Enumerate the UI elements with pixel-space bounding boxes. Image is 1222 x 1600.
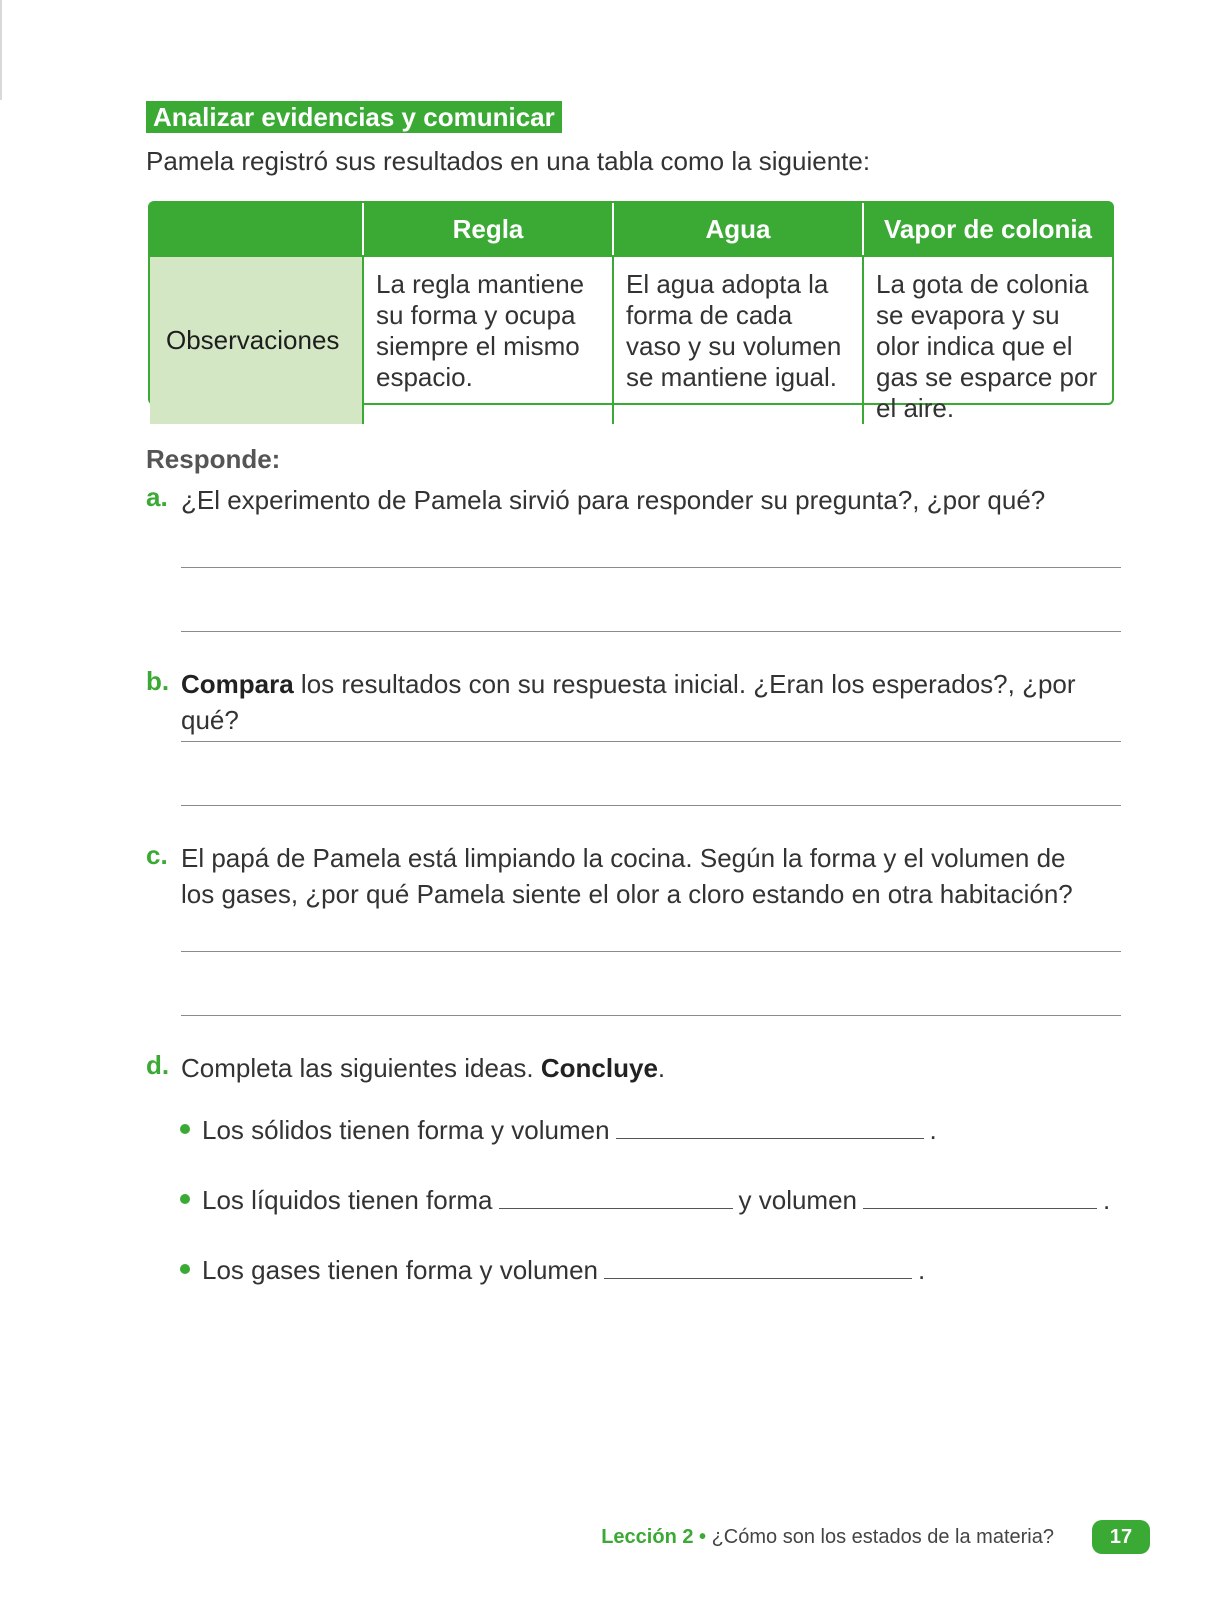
- bullet-gases-end: .: [918, 1255, 926, 1285]
- page-edge: [0, 0, 2, 100]
- bullet-solidos: [180, 1115, 937, 1146]
- fill-blank-liquidos-forma[interactable]: [499, 1186, 733, 1209]
- answer-line-b2[interactable]: [181, 805, 1121, 806]
- answer-line-c2[interactable]: [181, 1015, 1121, 1016]
- question-b-rest: los resultados con su respuesta inicial. ¿Eran los esperados?, ¿por qué?: [181, 669, 1076, 735]
- page-footer: [601, 1526, 1054, 1549]
- intro-text: Pamela registró sus resultados en una tabla como la siguiente:: [146, 146, 871, 176]
- fill-blank-solidos[interactable]: [616, 1116, 924, 1139]
- bullet-liquidos: [180, 1185, 1110, 1216]
- question-text-d: [181, 1050, 1101, 1086]
- question-a: [146, 482, 1046, 515]
- question-c: [146, 840, 1073, 909]
- question-d-tail: .: [657, 1053, 666, 1083]
- footer-separator: •: [693, 1526, 712, 1548]
- question-d-lead: Completa las siguientes ideas.: [181, 1053, 541, 1083]
- question-letter-c: c.: [146, 840, 168, 870]
- table-header-regla: Regla: [362, 203, 612, 255]
- table-header-vapor: Vapor de colonia: [862, 203, 1112, 255]
- table-header-empty: [150, 203, 362, 255]
- bullet-gases: [180, 1255, 925, 1286]
- responde-heading: Responde:: [146, 444, 281, 474]
- question-text-a: ¿El experimento de Pamela sirvió para responder su pregunta?, ¿por qué?: [181, 485, 1046, 515]
- cell-vapor: La gota de colonia se evapora y su olor indica que el gas se esparce por el aire.: [862, 255, 1112, 424]
- bullet-dot-icon: [180, 1194, 190, 1204]
- question-b: [146, 666, 1076, 735]
- bullet-solidos-text: Los sólidos tienen forma y volumen: [202, 1115, 610, 1145]
- bullet-liquidos-end: .: [1103, 1185, 1111, 1215]
- observations-table: [148, 201, 1114, 423]
- table-header-agua: Agua: [612, 203, 862, 255]
- page-number: 17: [1092, 1520, 1150, 1554]
- cell-agua: El agua adopta la forma de cada vaso y su volumen se mantiene igual.: [612, 255, 862, 424]
- answer-line-c1[interactable]: [181, 951, 1121, 952]
- question-letter-b: b.: [146, 666, 170, 696]
- bullet-gases-text: Los gases tienen forma y volumen: [202, 1255, 598, 1285]
- question-letter-a: a.: [146, 482, 168, 512]
- row-label-observaciones: Observaciones: [150, 255, 362, 424]
- footer-lesson: Lección 2: [601, 1526, 694, 1548]
- question-d-keyword: Concluye: [540, 1053, 658, 1083]
- bullet-dot-icon: [180, 1124, 190, 1134]
- fill-blank-liquidos-volumen[interactable]: [863, 1186, 1097, 1209]
- section-header: Analizar evidencias y comunicar: [146, 101, 562, 133]
- cell-regla: La regla mantiene su forma y ocupa siempre el mismo espacio.: [362, 255, 612, 424]
- question-text-b: [181, 666, 1101, 738]
- bullet-liquidos-text: Los líquidos tienen forma: [202, 1185, 493, 1215]
- fill-blank-gases[interactable]: [604, 1256, 912, 1279]
- bullet-solidos-end: .: [929, 1115, 937, 1145]
- answer-line-a2[interactable]: [181, 631, 1121, 632]
- answer-line-a1[interactable]: [181, 567, 1121, 568]
- question-d: [146, 1050, 666, 1083]
- bullet-liquidos-mid: y volumen: [738, 1185, 858, 1215]
- question-b-keyword: Compara: [181, 669, 294, 699]
- footer-title: ¿Cómo son los estados de la materia?: [711, 1526, 1054, 1548]
- question-text-c: El papá de Pamela está limpiando la cocina. Según la forma y el volumen de los gases, ¿por qué Pamela siente el olor a cloro estando en otra habitación?: [181, 843, 1073, 909]
- question-letter-d: d.: [146, 1050, 170, 1080]
- answer-line-b1[interactable]: [181, 741, 1121, 742]
- bullet-dot-icon: [180, 1264, 190, 1274]
